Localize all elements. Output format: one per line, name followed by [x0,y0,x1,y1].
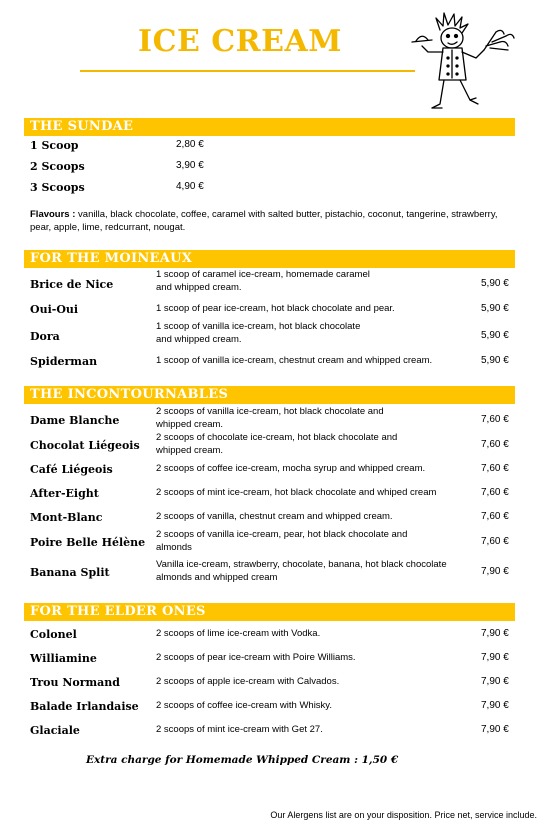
item-name: Oui-Oui [30,303,79,316]
item-price: 7,60 € [481,439,509,450]
section-header-sundae [24,118,515,136]
item-description: 1 scoop of vanilla ice-cream, hot black chocolate and whipped cream. [156,321,361,345]
item-name: 2 Scoops [30,160,85,173]
item-description: 2 scoops of pear ice-cream with Poire Williams. [156,652,356,663]
item-price: 7,90 € [481,652,509,663]
item-name: Dora [30,330,60,343]
item-description: 2 scoops of chocolate ice-cream, hot black chocolate and whipped cream. [156,432,398,456]
flavours-label: Flavours : [30,209,76,220]
extra-charge-note: Extra charge for Homemade Whipped Cream : 1,50 € [86,754,399,766]
item-name: Chocolat Liégeois [30,439,140,452]
item-name: Banana Split [30,566,110,579]
item-description: 1 scoop of caramel ice-cream, homemade caramel and whipped cream. [156,269,370,293]
flavours-note [30,209,500,234]
item-name: Colonel [30,628,77,641]
item-price: 5,90 € [481,278,509,289]
item-description: Vanilla ice-cream, strawberry, chocolate, banana, hot black chocolate almonds and whipped cream [156,559,447,583]
footer-note: Our Alergens list are on your disposition. Price net, service include. [270,810,537,820]
item-description: 1 scoop of pear ice-cream, hot black chocolate and pear. [156,303,395,314]
section-header-incontournables [24,386,515,404]
item-name: Trou Normand [30,676,120,689]
item-name: Balade Irlandaise [30,700,139,713]
item-description: 2 scoops of vanilla, chestnut cream and whipped cream. [156,511,393,522]
item-name: Brice de Nice [30,278,114,291]
item-name: Mont-Blanc [30,511,103,524]
item-name: After-Eight [30,487,99,500]
title-underline [80,70,415,72]
section-header-elder [24,603,515,621]
section-title: FOR THE MOINEAUX [30,251,193,266]
item-name: Williamine [30,652,97,665]
item-price: 5,90 € [481,355,509,366]
item-price: 2,80 € [176,139,204,150]
item-price: 7,60 € [481,414,509,425]
item-price: 7,90 € [481,700,509,711]
item-price: 3,90 € [176,160,204,171]
item-name: Poire Belle Hélène [30,536,146,549]
chef-mascot-icon [410,8,520,120]
flavours-text: vanilla, black chocolate, coffee, caramel with salted butter, pistachio, coconut, tangerine, strawberry, pear, apple, lime, redcurrant, nougat. [30,209,498,233]
item-price: 7,60 € [481,511,509,522]
page-title: ICE CREAM [138,24,342,59]
item-price: 7,60 € [481,463,509,474]
item-name: Glaciale [30,724,80,737]
item-description: 1 scoop of vanilla ice-cream, chestnut cream and whipped cream. [156,355,433,366]
item-price: 7,90 € [481,566,509,577]
item-price: 4,90 € [176,181,204,192]
item-name: Café Liégeois [30,463,113,476]
item-price: 7,60 € [481,536,509,547]
section-title: THE SUNDAE [30,119,134,134]
item-description: 2 scoops of coffee ice-cream, mocha syrup and whipped cream. [156,463,426,474]
item-description: 2 scoops of lime ice-cream with Vodka. [156,628,321,639]
section-title: THE INCONTOURNABLES [30,387,229,402]
item-price: 5,90 € [481,303,509,314]
item-description: 2 scoops of coffee ice-cream with Whisky. [156,700,332,711]
item-name: 1 Scoop [30,139,79,152]
item-price: 5,90 € [481,330,509,341]
item-price: 7,60 € [481,487,509,498]
item-price: 7,90 € [481,724,509,735]
item-description: 2 scoops of vanilla ice-cream, pear, hot black chocolate and almonds [156,529,408,553]
section-header-moineaux [24,250,515,268]
item-name: Dame Blanche [30,414,120,427]
item-description: 2 scoops of vanilla ice-cream, hot black chocolate and whipped cream. [156,406,384,430]
item-description: 2 scoops of mint ice-cream with Get 27. [156,724,323,735]
section-title: FOR THE ELDER ONES [30,604,206,619]
item-description: 2 scoops of mint ice-cream, hot black chocolate and whiped cream [156,487,437,498]
item-price: 7,90 € [481,628,509,639]
item-price: 7,90 € [481,676,509,687]
item-name: Spiderman [30,355,98,368]
item-description: 2 scoops of apple ice-cream with Calvados. [156,676,340,687]
item-name: 3 Scoops [30,181,85,194]
